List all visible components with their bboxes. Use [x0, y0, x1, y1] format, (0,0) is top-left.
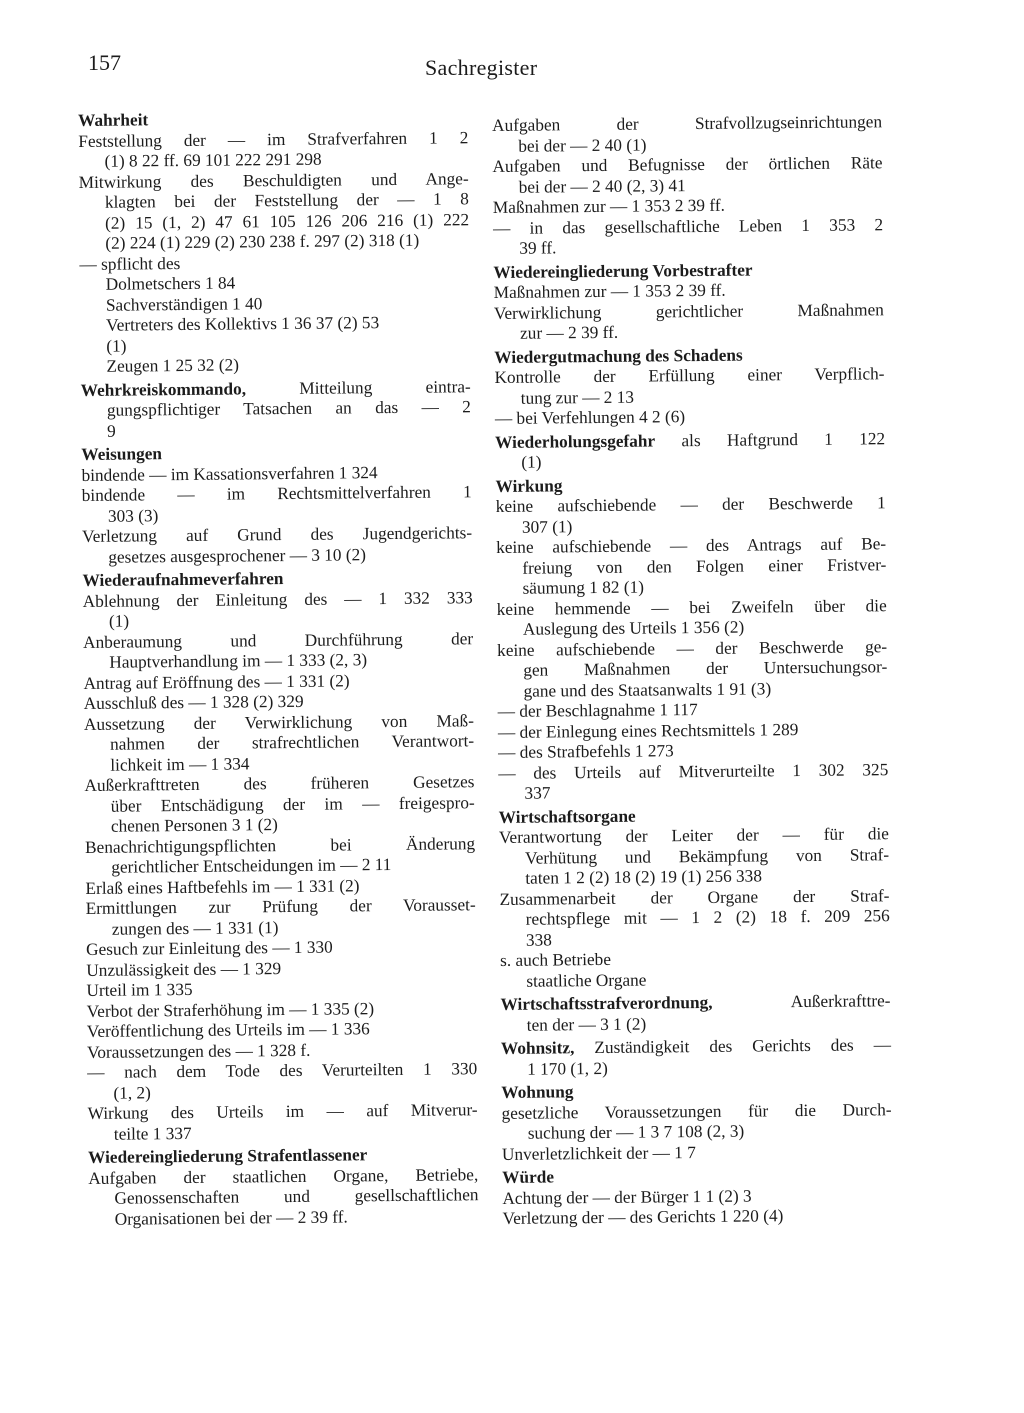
- heading-term: Wirtschaftsstrafverordnung,: [500, 992, 713, 1014]
- index-entry: Unverletzlichkeit der — 1 7: [501, 1142, 696, 1164]
- index-subentry: staatliche Organe: [526, 970, 647, 991]
- index-entry: Kontrolle der Erfüllung einer Verpflich-: [494, 364, 885, 387]
- index-continuation-line: bei der — 2 40 (1): [518, 135, 647, 156]
- index-entry: Wirkung des Urteils im — auf Mitverur-: [87, 1100, 478, 1123]
- index-continuation-line: lichkeit im — 1 334: [110, 753, 250, 775]
- index-entry: gesetzliche Voraussetzungen für die Durch-: [501, 1099, 892, 1123]
- heading-term: Wehrkreiskommando,: [80, 378, 247, 400]
- index-entry: keine aufschiebende — der Beschwerde 1: [495, 493, 886, 516]
- index-continuation-line: 9: [107, 421, 116, 441]
- index-continuation-line: (2) 224 (1) 229 (2) 230 238 f. 297 (2) 318 (1): [105, 230, 420, 253]
- index-continuation-line: Verhütung und Bekämpfung von Straf-: [525, 844, 890, 868]
- index-continuation-line: nahmen der strafrechtlichen Verantwort-: [110, 731, 475, 754]
- index-entry: Verletzung der — des Gerichts 1 220 (4): [502, 1206, 784, 1228]
- index-heading: [495, 429, 885, 453]
- heading-term: Weisungen: [81, 444, 163, 464]
- index-continuation-line: (1): [521, 452, 542, 472]
- index-entry: Verletzung auf Grund des Jugendgerichts-: [82, 523, 473, 546]
- index-continuation-line: Auslegung des Urteils 1 356 (2): [522, 617, 745, 639]
- index-entry: — nach dem Tode des Verurteilten 1 330: [87, 1059, 478, 1082]
- index-entry: Voraussetzungen des — 1 328 f.: [86, 1040, 311, 1062]
- index-continuation-line: Hauptverhandlung im — 1 333 (2, 3): [109, 650, 368, 672]
- index-entry: — bei Verfehlungen 4 2 (6): [494, 407, 686, 428]
- heading-rest: als Haftgrund 1 122: [655, 428, 886, 450]
- index-continuation-line: zur — 2 39 ff.: [519, 322, 619, 343]
- index-entry: Erlaß eines Haftbefehls im — 1 331 (2): [85, 875, 360, 898]
- index-entry: Verantwortung der Leiter der — für die: [498, 824, 889, 847]
- index-entry: Antrag auf Eröffnung des — 1 331 (2): [83, 670, 350, 693]
- index-entry: Maßnahmen zur — 1 353 2 39 ff.: [492, 195, 725, 217]
- index-entry: Außerkrafttreten des früheren Gesetzes: [84, 772, 475, 795]
- index-continuation-line: säumung 1 82 (1): [522, 577, 645, 598]
- index-entry: keine aufschiebende — des Antrags auf Be-: [496, 534, 887, 557]
- heading-rest: Zuständigkeit des Gerichts des —: [574, 1035, 892, 1058]
- index-continuation-line: (1): [108, 611, 130, 631]
- index-continuation-line: 307 (1): [521, 516, 573, 537]
- index-subentry: Dolmetschers 1 84: [105, 273, 236, 294]
- index-entry: Aufgaben der Strafvollzugseinrichtungen: [492, 112, 883, 135]
- index-continuation-line: Genossenschaften und gesellschaftlichen: [114, 1185, 479, 1208]
- index-entry: Ermittlungen zur Prüfung der Vorausset-: [85, 895, 476, 918]
- index-continuation-line: 303 (3): [107, 505, 159, 526]
- heading-term: Würde: [502, 1167, 555, 1187]
- index-entry: Feststellung der — im Strafverfahren 1 2: [78, 127, 469, 151]
- index-entry: — spflicht des: [79, 253, 181, 274]
- index-continuation-line: (1, 2): [113, 1082, 151, 1103]
- index-entry: Achtung der — der Bürger 1 1 (2) 3: [502, 1186, 752, 1208]
- index-continuation-line: gane und des Staatsanwalts 1 91 (3): [523, 678, 772, 701]
- index-entry: — der Beschlagnahme 1 117: [497, 700, 698, 721]
- index-continuation-line: ten der — 3 1 (2): [526, 1014, 647, 1035]
- index-heading: [501, 1035, 891, 1059]
- index-entry: — des Strafbefehls 1 273: [498, 741, 674, 762]
- heading-term: Wirkung: [495, 475, 563, 496]
- index-entry: keine aufschiebende — der Beschwerde ge-: [497, 636, 888, 660]
- index-continuation-line: tung zur — 2 13: [520, 387, 635, 408]
- heading-term: Wiedereingliederung Strafentlassener: [87, 1145, 368, 1167]
- page-number: 157: [88, 50, 121, 75]
- index-entry: Gesuch zur Einleitung des — 1 330: [85, 937, 333, 959]
- index-continuation-line: taten 1 2 (2) 18 (2) 19 (1) 256 338: [525, 866, 763, 888]
- index-entry: bindende — im Kassationsverfahren 1 324: [81, 462, 378, 485]
- index-continuation-line: gungspflichtiger Tatsachen an das — 2: [106, 397, 471, 420]
- index-entry: — der Einlegung eines Rechtsmittels 1 289: [497, 719, 799, 742]
- index-entry: bindende — im Rechtsmittelverfahren 1: [81, 482, 472, 505]
- index-entry: — in das gesellschaftliche Leben 1 353 2: [492, 214, 884, 238]
- index-continuation-line: teilte 1 337: [113, 1123, 192, 1144]
- index-entry: Ablehnung der Einleitung des — 1 332 333: [82, 587, 473, 611]
- index-continuation-line: 1 170 (1, 2): [527, 1058, 608, 1079]
- heading-term: Wohnung: [501, 1082, 574, 1102]
- heading-term: Wiederaufnahmeverfahren: [82, 569, 284, 590]
- index-continuation-line: rechtspflege mit — 1 2 (2) 18 f. 209 256: [525, 906, 890, 929]
- index-continuation-line: (2) 15 (1, 2) 47 61 105 126 206 216 (1) 222: [105, 209, 470, 233]
- index-continuation-line: suchung der — 1 3 7 108 (2, 3): [527, 1121, 745, 1143]
- index-continuation-line: Organisationen bei der — 2 39 ff.: [114, 1206, 348, 1229]
- index-continuation-line: freiung von den Folgen einer Fristver-: [522, 554, 887, 578]
- index-column-left: [78, 104, 479, 1230]
- heading-term: Wiederholungsgefahr: [495, 430, 656, 452]
- index-continuation-line: zungen des — 1 331 (1): [111, 917, 279, 939]
- index-subentry: Zeugen 1 25 32 (2): [106, 355, 240, 376]
- index-continuation-line: klagten bei der Feststellung der — 1 8: [104, 189, 469, 212]
- index-entry: Anberaumung und Durchführung der: [83, 628, 474, 652]
- index-continuation-line: gesetzes ausgesprochener — 3 10 (2): [108, 544, 367, 567]
- index-subentry: Vertreters des Kollektivs 1 36 37 (2) 53: [105, 313, 380, 335]
- index-entry: Verbot der Straferhöhung im — 1 335 (2): [86, 998, 375, 1021]
- index-continuation-line: bei der — 2 40 (2, 3) 41: [518, 175, 686, 197]
- index-entry: — des Urteils auf Mitverurteilte 1 302 325: [498, 759, 889, 783]
- index-continuation-line: (1) 8 22 ff. 69 101 222 291 298: [104, 149, 322, 171]
- heading-term: Wiedereingliederung Vorbestrafter: [493, 260, 753, 282]
- index-subentry: (1): [106, 336, 127, 356]
- index-entry: Maßnahmen zur — 1 353 2 39 ff.: [493, 280, 726, 302]
- index-entry: Veröffentlichung des Urteils im — 1 336: [86, 1019, 370, 1041]
- index-continuation-line: 337: [524, 783, 551, 803]
- index-continuation-line: gen Maßnahmen der Untersuchungsor-: [523, 657, 888, 680]
- index-entry: Mitwirkung des Beschuldigten und Ange-: [78, 168, 469, 192]
- index-heading: [500, 991, 890, 1015]
- index-entry: Zusammenarbeit der Organe der Straf-: [499, 885, 890, 909]
- heading-term: Wiedergutmachung des Schadens: [494, 345, 743, 367]
- index-continuation-line: gerichtlicher Entscheidungen im — 2 11: [111, 855, 392, 877]
- index-entry: Aufgaben und Befugnisse der örtlichen Räte: [492, 153, 883, 176]
- heading-term: Wirtschaftsorgane: [498, 806, 636, 827]
- index-subentry: Sachverständigen 1 40: [105, 293, 263, 315]
- index-entry: s. auch Betriebe: [500, 949, 612, 970]
- heading-rest: Außerkrafttre-: [712, 991, 891, 1012]
- index-entry: Benachrichtigungspflichten bei Änderung: [85, 833, 476, 857]
- index-entry: Urteil im 1 335: [86, 979, 193, 1000]
- index-continuation-line: 338: [525, 929, 552, 950]
- index-entry: Ausschluß des — 1 328 (2) 329: [83, 691, 304, 713]
- index-continuation-line: 39 ff.: [519, 238, 557, 258]
- index-column-right: [492, 112, 893, 1229]
- index-entry: Aussetzung der Verwirklichung von Maß-: [83, 710, 474, 734]
- heading-rest: Mitteilung eintra-: [245, 376, 471, 398]
- heading-term: Wahrheit: [78, 110, 149, 130]
- index-entry: Verwirklichung gerichtlicher Maßnahmen: [493, 299, 884, 323]
- index-continuation-line: über Entschädigung der im — freigespro-: [110, 792, 475, 816]
- running-head: Sachregister: [425, 55, 538, 80]
- index-entry: Aufgaben der staatlichen Organe, Betriebe,: [88, 1164, 479, 1188]
- index-entry: keine hemmende — bei Zweifeln über die: [496, 595, 887, 619]
- index-continuation-line: chenen Personen 3 1 (2): [110, 815, 278, 836]
- index-entry: Unzulässigkeit des — 1 329: [86, 958, 282, 980]
- heading-term: Wohnsitz,: [500, 1038, 575, 1058]
